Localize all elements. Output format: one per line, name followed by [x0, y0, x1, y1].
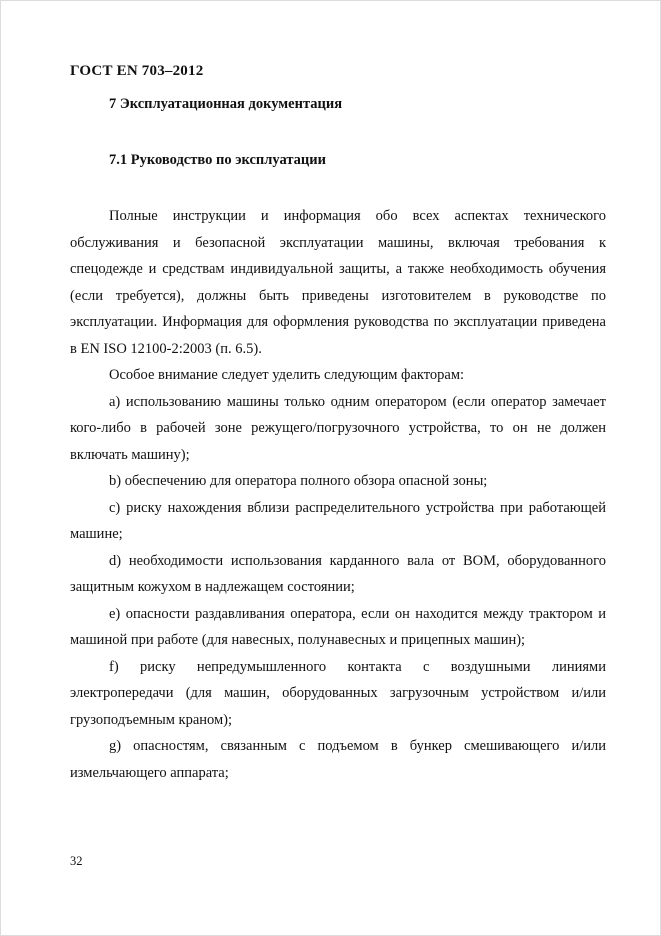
- list-item-c: с) риску нахождения вблизи распределительного устройства при работающей машине;: [70, 499, 606, 542]
- list-item-a: а) использованию машины только одним оператором (если оператор замечает кого-либо в рабочей зоне режущего/погрузочного устройства, то он не должен включать машину);: [70, 393, 606, 463]
- list-item-e: е) опасности раздавливания оператора, если он находится между трактором и машиной при работе (для навесных, полунавесных и прицепных машин);: [70, 605, 606, 648]
- list-item-b: b) обеспечению для оператора полного обзора опасной зоны;: [109, 473, 488, 489]
- section-heading: 7 Эксплуатационная документация: [109, 96, 343, 112]
- standard-code: ГОСТ EN 703–2012: [70, 63, 204, 79]
- body-text: [70, 203, 606, 786]
- page-number: 32: [70, 854, 83, 868]
- list-item-g: g) опасностям, связанным с подъемом в бункер смешивающего и/или измельчающего аппарата;: [70, 738, 606, 781]
- list-item-f: f) риску непредумышленного контакта с воздушными линиями электропередачи (для машин, оборудованных загрузочным устройством и/или грузоподъемным краном);: [70, 658, 606, 728]
- paragraph-intro: Полные инструкции и информация обо всех аспектах технического обслуживания и безопасной эксплуатации машины, включая требования к спецодежде и средствам индивидуальной защиты, а также необходимость обучения (если требуется), должны быть приведены изготовителем в руководстве по эксплуатации. Информация для оформления руководства по эксплуатации приведена в EN ISO 12100-2:2003 (п. 6.5).: [70, 208, 606, 357]
- list-item-d: d) необходимости использования карданного вала от ВОМ, оборудованного защитным кожухом в надлежащем состоянии;: [70, 552, 606, 595]
- paragraph-factors-lead: Особое внимание следует уделить следующим факторам:: [109, 367, 465, 383]
- subsection-heading: 7.1 Руководство по эксплуатации: [109, 152, 326, 168]
